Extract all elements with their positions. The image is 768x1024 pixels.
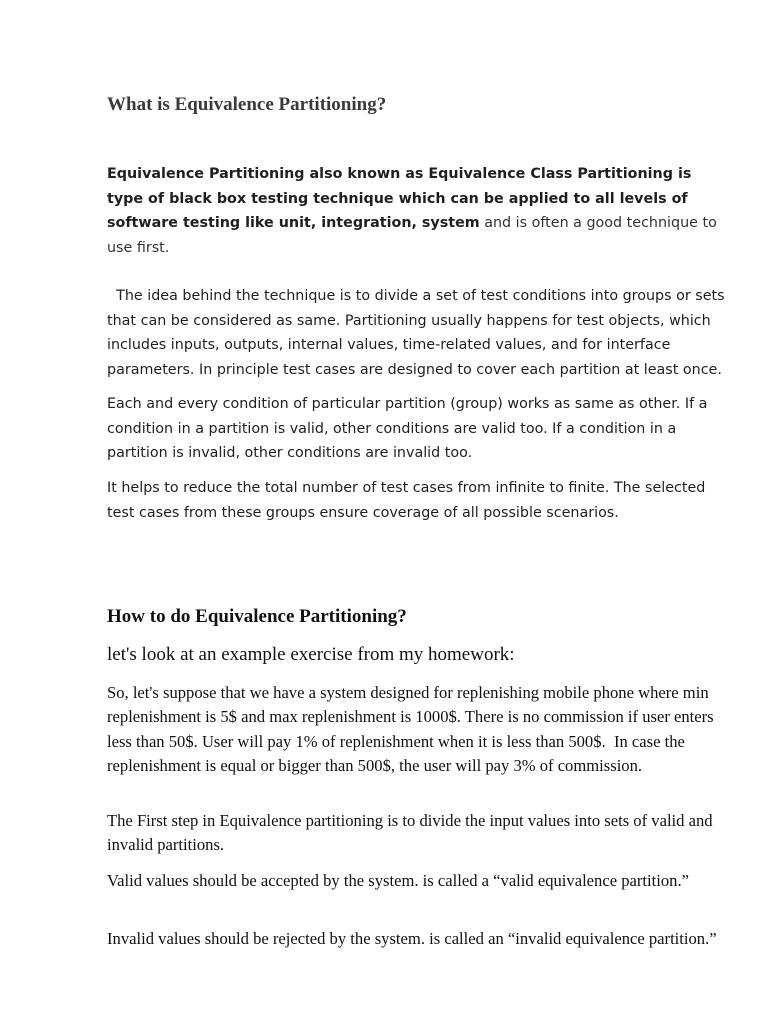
example-intro-line: let's look at an example exercise from my homework: xyxy=(107,644,515,665)
definition-normal-text: and is often a good technique to use first. xyxy=(107,215,717,256)
valid-partition-paragraph: Valid values should be accepted by the system. is called a “valid equivalence partition.” xyxy=(107,871,689,890)
example-scenario-paragraph: So, let's suppose that we have a system designed for replenishing mobile phone where min replenishment is 5$ and max replenishment is 1000$. There is no commission if user enters less than 50$. User will pay 1% of replenishment when it is less than 500$. In case the replenishment is equal or bigger than 500$, the user will pay 3% of commission. xyxy=(107,683,714,775)
first-step-paragraph: The First step in Equivalence partitioning is to divide the input values into sets of valid and invalid partitions. xyxy=(107,811,713,855)
heading-how-to-do-ep: How to do Equivalence Partitioning? xyxy=(107,606,407,627)
definition-bold-text: Equivalence Partitioning also known as Equivalence Class Partitioning is type of black box testing technique which can be applied to all levels of software testing like unit, integration, system xyxy=(107,166,692,231)
definition-paragraph xyxy=(107,162,727,260)
partition-condition-paragraph: Each and every condition of particular partition (group) works as same as other. If a condition in a partition is valid, other conditions are valid too. If a condition in a partition is invalid, other conditions are invalid too. xyxy=(107,396,708,461)
reduce-test-cases-paragraph: It helps to reduce the total number of test cases from infinite to finite. The selected test cases from these groups ensure coverage of all possible scenarios. xyxy=(107,480,706,521)
invalid-partition-paragraph: Invalid values should be rejected by the system. is called an “invalid equivalence partition.” xyxy=(107,929,717,948)
idea-paragraph: The idea behind the technique is to divide a set of test conditions into groups or sets that can be considered as same. Partitioning usually happens for test objects, which includes inputs, outputs, internal values, time-related values, and for interface parameters. In principle test cases are designed to cover each partition at least once. xyxy=(107,288,725,378)
heading-what-is-ep: What is Equivalence Partitioning? xyxy=(107,94,387,115)
